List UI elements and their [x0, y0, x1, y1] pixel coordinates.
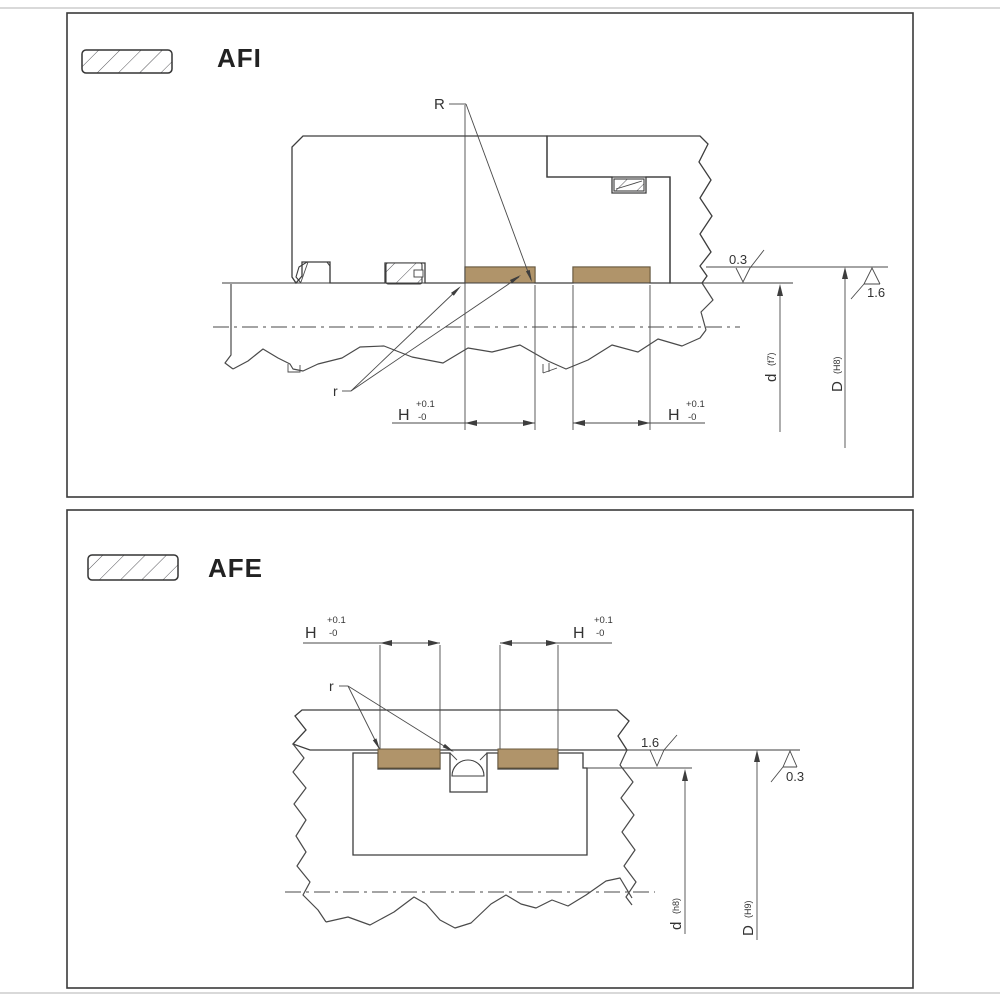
afe-h-tol-lower: -0 — [329, 628, 338, 639]
afi-h-tol-lower: -0 — [418, 412, 427, 423]
panel-afe — [67, 510, 913, 988]
afi-h-tol-upper-2: +0.1 — [686, 399, 705, 410]
afe-h-label: H — [305, 625, 317, 642]
afe-r-text: r — [329, 678, 334, 694]
afi-d-label: d — [763, 373, 780, 382]
afi-h-tol-lower-2: -0 — [688, 412, 697, 423]
afi-title: AFI — [217, 43, 262, 73]
afi-D-fit: (H8) — [832, 356, 842, 374]
afe-roughness-groove-value: 1.6 — [641, 735, 660, 750]
afi-d-fit: (f7) — [766, 352, 776, 366]
afi-h-label-2: H — [668, 407, 680, 424]
afi-r-text: r — [333, 383, 338, 399]
afe-title: AFE — [208, 553, 263, 583]
afe-D-label: D — [740, 925, 757, 936]
afi-R-text: R — [434, 96, 445, 113]
afe-h-tol-lower-2: -0 — [596, 628, 605, 639]
afe-d-label: d — [668, 921, 685, 930]
afe-d-fit: (h8) — [671, 897, 681, 914]
afe-roughness-bore-value: 0.3 — [786, 769, 805, 784]
afi-guide-ring-left — [465, 267, 535, 283]
afi-legend-swatch — [82, 50, 172, 73]
afe-legend-swatch — [88, 555, 178, 580]
afe-panel-border — [67, 510, 913, 988]
afe-h-tol-upper: +0.1 — [327, 615, 346, 626]
afe-guide-ring-left — [378, 749, 440, 768]
afi-h-label: H — [398, 407, 410, 424]
afe-h-label-2: H — [573, 625, 585, 642]
afi-roughness-bore-value: 1.6 — [867, 285, 886, 300]
afi-panel-border — [67, 13, 913, 497]
afi-D-label: D — [829, 381, 846, 392]
afi-h-tol-upper: +0.1 — [416, 399, 435, 410]
afi-rod-seal-notch — [414, 270, 423, 277]
afe-h-tol-upper-2: +0.1 — [594, 615, 613, 626]
afe-guide-ring-right — [498, 749, 558, 768]
afi-guide-ring-right — [573, 267, 650, 283]
afi-roughness-rod-value: 0.3 — [729, 252, 748, 267]
afe-D-fit: (H9) — [743, 900, 753, 918]
panel-afi — [67, 13, 913, 497]
